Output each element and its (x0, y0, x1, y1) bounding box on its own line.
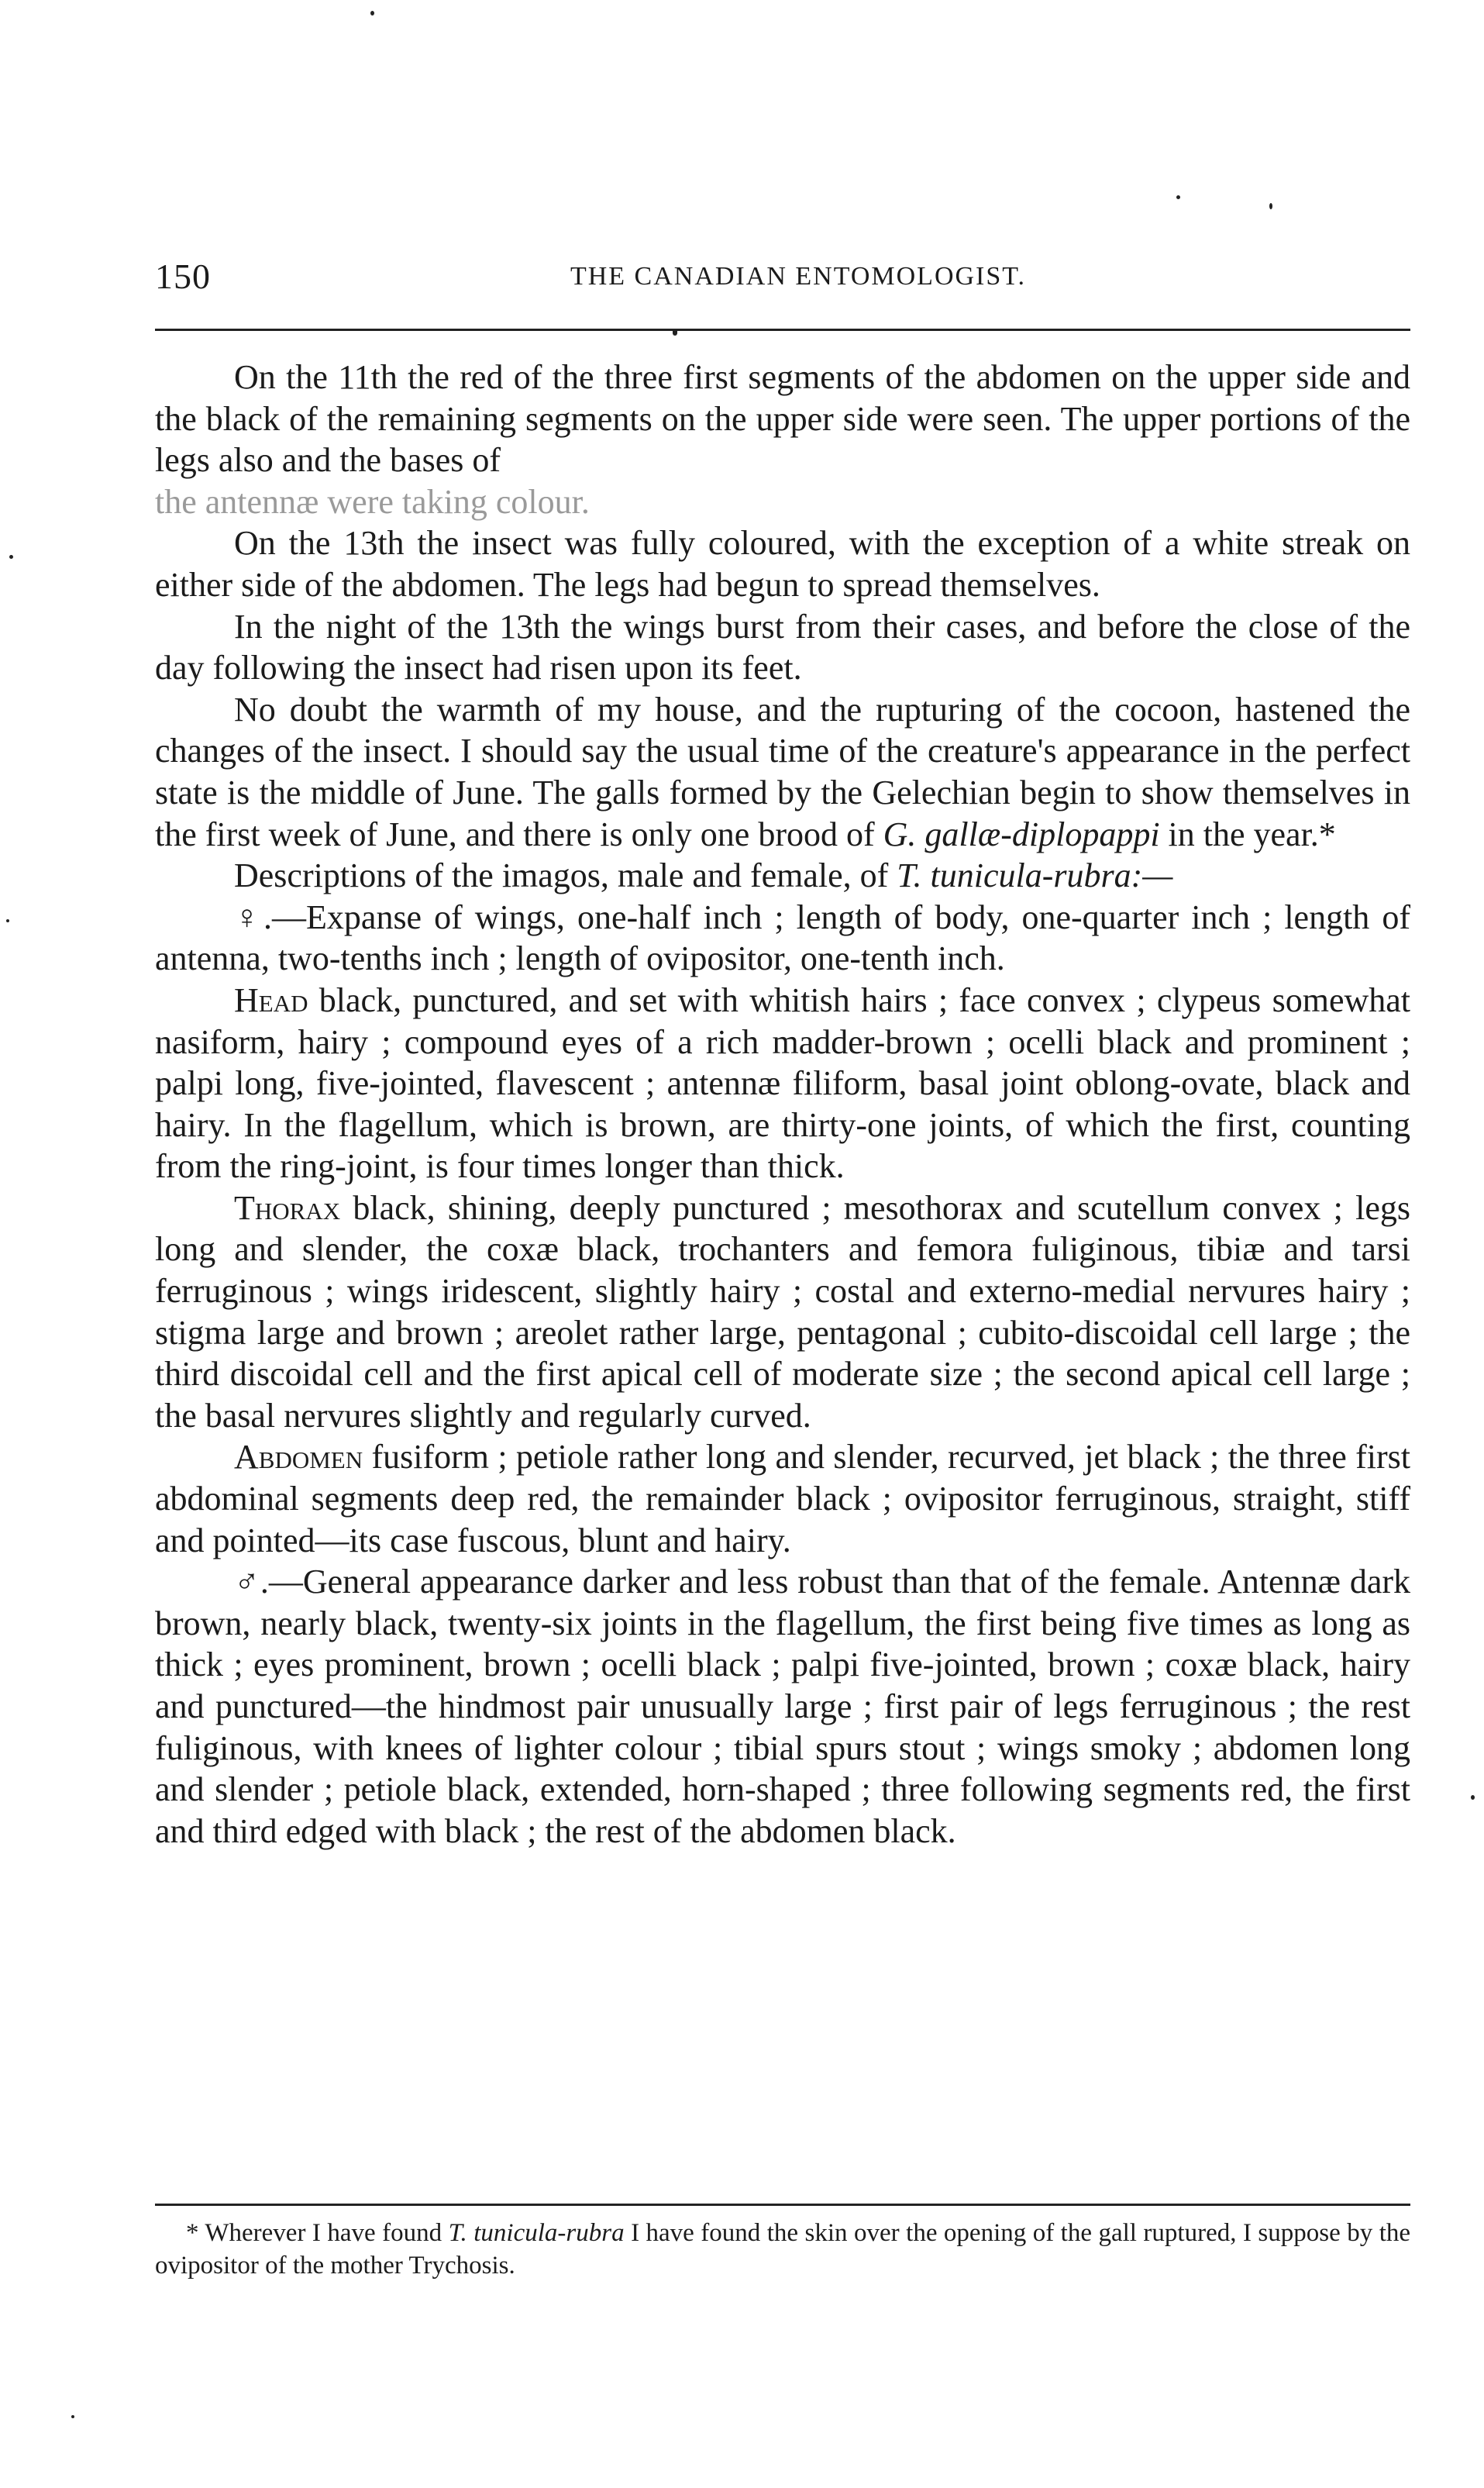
print-speck (71, 2415, 74, 2418)
text-run: I have found the skin over the opening of the gall ruptured, I suppose by the ovipositor of the mother Trychosis. (155, 2219, 1411, 2280)
paragraph: On the 11th the red of the three first segments of the abdomen on the upper side and the black of the remaining segments on the upper side were seen. The upper portions of the legs also and the bases of (155, 358, 1410, 480)
text-run: in the year.* (1159, 815, 1336, 853)
species-name: G. gallæ-diplopappi (883, 815, 1160, 853)
paragraph-faded-line: the antennæ were taking colour. (155, 482, 590, 521)
paragraph-male: ♂.—General appearance darker and less robust than that of the female. Antennæ dark brown, nearly black, twenty-six joints in the flagellum, the first being five times as long as thick ; eyes prominent, brown ; ocelli black ; palpi five-jointed, brown ; coxæ black, hairy and punctured—the hindmost pair unusually large ; first pair of legs ferruginous ; the rest fuliginous, with knees of lighter colour ; tibial spurs stout ; wings smoky ; abdomen long and slender ; petiole black, extended, horn-shaped ; three following segments red, the first and third edged with black ; the rest of the abdomen black. (155, 1563, 1410, 1850)
text-run: * Wherever I have found (186, 2219, 449, 2247)
print-speck (9, 555, 13, 559)
paragraph-abdomen (155, 1436, 1410, 1561)
print-speck (6, 919, 9, 922)
paragraph-head (155, 980, 1410, 1187)
paragraph: In the night of the 13th the wings burst from their cases, and before the close of the day following the insect had risen upon its feet. (155, 607, 1410, 687)
text-run: Descriptions of the imagos, male and female, of (234, 856, 897, 895)
text-run: No doubt the warmth of my house, and the rupturing of the cocoon, hastened the changes of the insect. I should say the usual time of the creature's appearance in the perfect state is the middle of June. The galls formed by the Gelechian begin to show themselves in the first week of June, and there is only one brood of (155, 690, 1410, 853)
paragraph-female: ♀.—Expanse of wings, one-half inch ; length of body, one-quarter inch ; length of antenna, two-tenths inch ; length of ovipositor, one-tenth inch. (155, 898, 1410, 978)
paragraph (155, 855, 1410, 897)
page-number: 150 (155, 257, 211, 296)
page-header (155, 256, 1410, 318)
footnote-text (155, 2217, 1410, 2282)
text-run: black, punctured, and set with whitish hairs ; face convex ; clypeus somewhat nasiform, hairy ; compound eyes of a rich madder-brown ; ocelli black and prominent ; palpi long, five-jointed, flavescent ; antennæ filiform, basal joint oblong-ovate, black and hairy. In the flagellum, which is brown, are thirty-one joints, of which the first, counting from the ring-joint, is four times longer than thick. (155, 980, 1410, 1186)
print-speck (1269, 203, 1272, 209)
text-run: fusiform ; petiole rather long and slender, recurved, jet black ; the three first abdominal segments deep red, the remainder black ; ovipositor ferruginous, straight, stiff and pointed—its case fuscous, blunt and hairy. (155, 1438, 1410, 1559)
footnote (155, 2217, 1410, 2282)
header-rule-mark (673, 329, 677, 336)
section-label: Thorax (234, 1188, 341, 1227)
footnote-rule (155, 2204, 1410, 2206)
species-name: T. tunicula-rubra (448, 2219, 625, 2247)
section-label: Abdomen (234, 1438, 363, 1477)
print-speck (1471, 1795, 1475, 1800)
species-name: T. tunicula-rubra:— (897, 856, 1173, 895)
print-speck (370, 11, 374, 16)
header-rule (155, 329, 1410, 331)
body-text (155, 357, 1410, 1852)
paragraph (155, 689, 1410, 855)
paragraph-thorax (155, 1187, 1410, 1437)
print-speck (1176, 195, 1180, 199)
paragraph: On the 13th the insect was fully coloured, with the exception of a white streak on either side of the abdomen. The legs had begun to spread themselves. (155, 524, 1410, 604)
section-label: Head (234, 980, 308, 1019)
running-title: THE CANADIAN ENTOMOLOGIST. (570, 262, 1027, 291)
text-run: black, shining, deeply punctured ; mesothorax and scutellum convex ; legs long and slender, the coxæ black, trochanters and femora fuliginous, tibiæ and tarsi ferruginous ; wings iridescent, slightly hairy ; costal and externo-medial nervures hairy ; stigma large and brown ; areolet rather large, pentagonal ; cubito-discoidal cell large ; the third discoidal cell and the first apical cell of moderate size ; the second apical cell large ; the basal nervures slightly and regularly curved. (155, 1188, 1410, 1435)
